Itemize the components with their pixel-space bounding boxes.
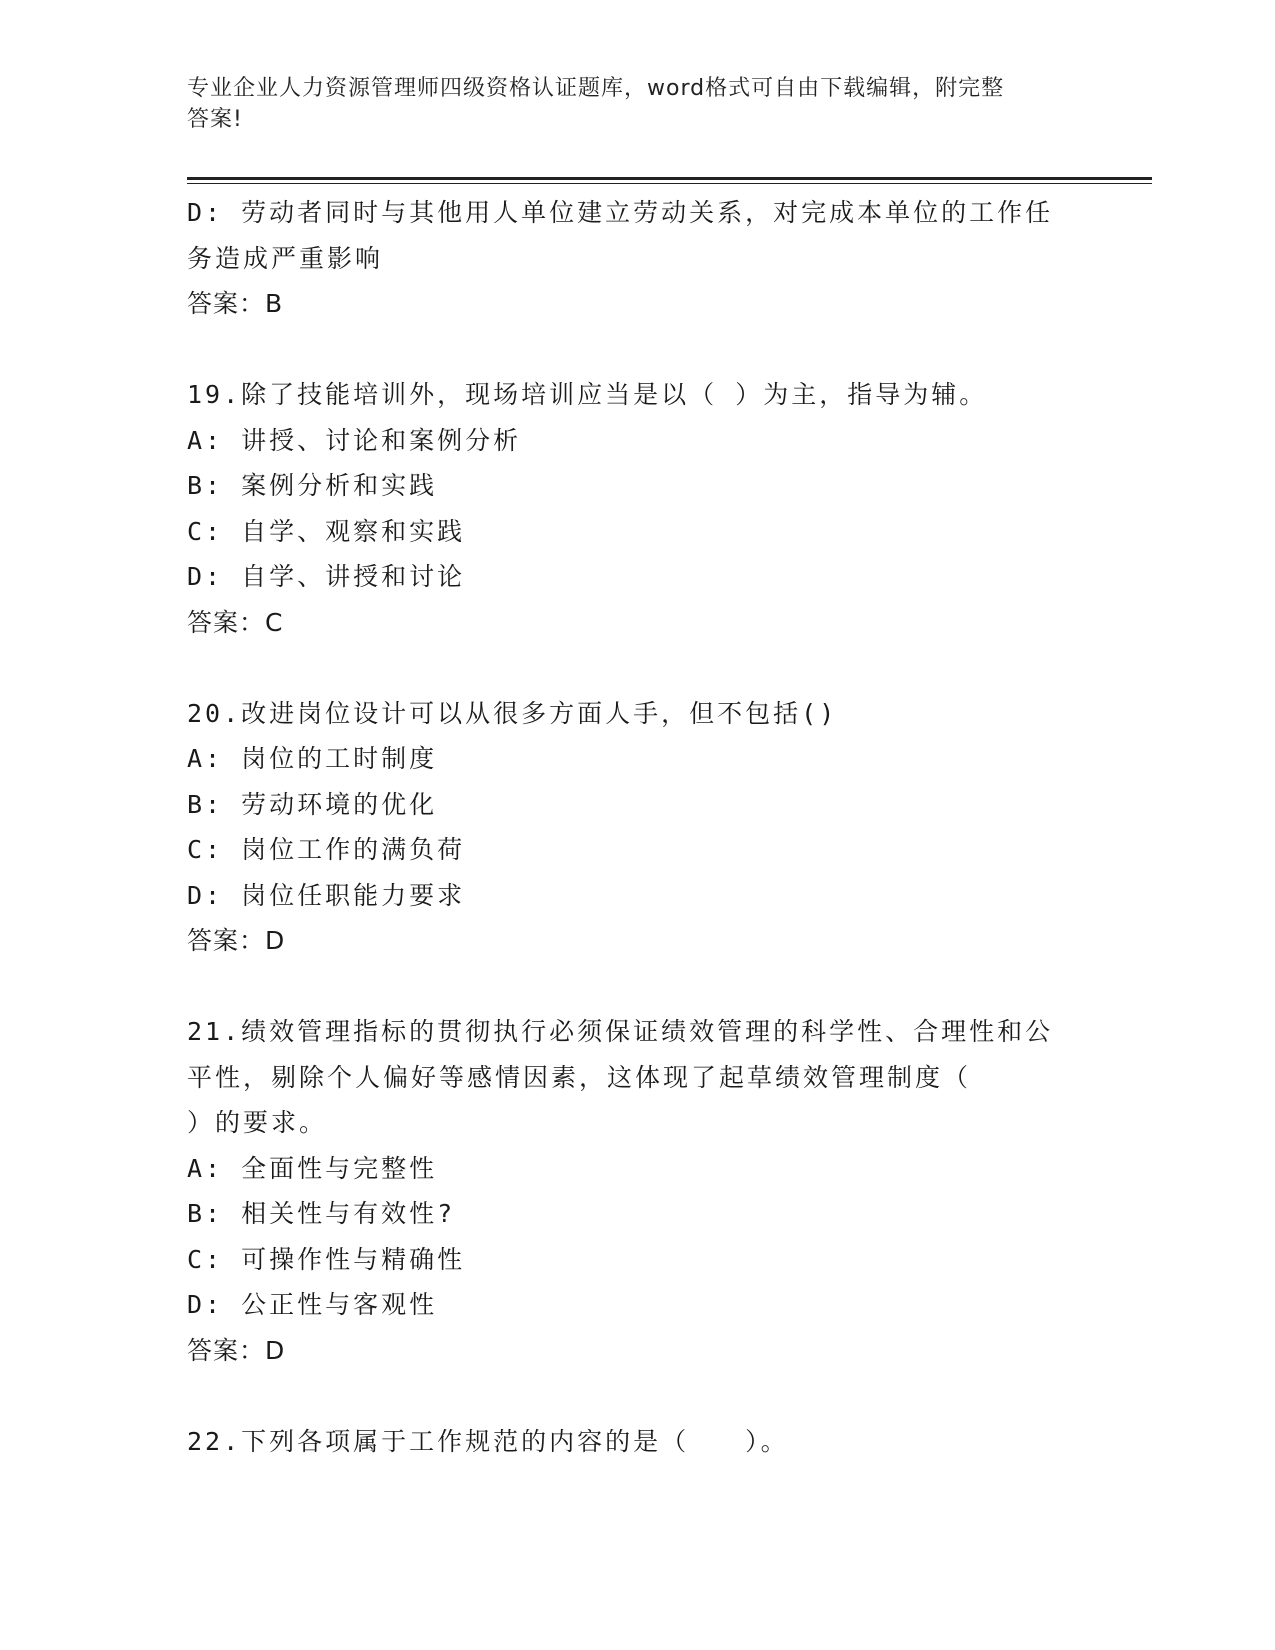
question-list: [187, 190, 1087, 1464]
answer: 答案：D: [187, 1335, 286, 1365]
document-header: [187, 73, 1067, 135]
question-20: [187, 691, 1087, 964]
answer: 答案：D: [187, 926, 286, 955]
option-a: A: 全面性与完整性: [187, 1153, 438, 1183]
question-text: 21.绩效管理指标的贯彻执行必须保证绩效管理的科学性、合理性和公: [187, 1017, 1054, 1046]
option-a: A: 讲授、讨论和案例分析: [187, 425, 522, 455]
spacer: [187, 964, 1087, 1010]
question-text: 20.改进岗位设计可以从很多方面人手，但不包括(): [187, 698, 838, 728]
header-rule-thick: [187, 177, 1152, 180]
option-a: A: 岗位的工时制度: [187, 744, 438, 773]
answer: 答案：C: [187, 607, 284, 637]
question-18: [187, 190, 1087, 327]
spacer: [187, 327, 1087, 373]
option-b: B: 案例分析和实践: [187, 471, 438, 500]
header-rule-thin: [187, 183, 1152, 184]
header-line-1: 专业企业人力资源管理师四级资格认证题库，word格式可自由下载编辑，附完整: [187, 76, 1005, 101]
question-21: [187, 1009, 1087, 1373]
option-c: C: 自学、观察和实践: [187, 516, 466, 546]
spacer: [187, 1373, 1087, 1419]
spacer: [187, 645, 1087, 691]
option-d-continued: 务造成严重影响: [187, 243, 384, 273]
option-b: B: 相关性与有效性?: [187, 1199, 456, 1228]
option-d: D: 公正性与客观性: [187, 1290, 438, 1319]
question-text: 19.除了技能培训外，现场培训应当是以（ ）为主，指导为辅。: [187, 380, 988, 409]
question-text: 22.下列各项属于工作规范的内容的是（ ）。: [187, 1426, 789, 1456]
question-text-end: ）的要求。: [187, 1108, 328, 1137]
answer: 答案：B: [187, 289, 284, 318]
option-d: D: 岗位任职能力要求: [187, 880, 466, 910]
header-line-2: 答案!: [187, 107, 243, 132]
option-d: D: 自学、讲授和讨论: [187, 562, 466, 591]
option-c: C: 岗位工作的满负荷: [187, 835, 466, 864]
question-text-continued: 平性，剔除个人偏好等感情因素，这体现了起草绩效管理制度（: [187, 1062, 972, 1092]
question-19: [187, 372, 1087, 645]
option-d: D: 劳动者同时与其他用人单位建立劳动关系，对完成本单位的工作任: [187, 198, 1054, 227]
option-c: C: 可操作性与精确性: [187, 1244, 466, 1274]
option-b: B: 劳动环境的优化: [187, 789, 438, 819]
question-22: [187, 1419, 1087, 1465]
